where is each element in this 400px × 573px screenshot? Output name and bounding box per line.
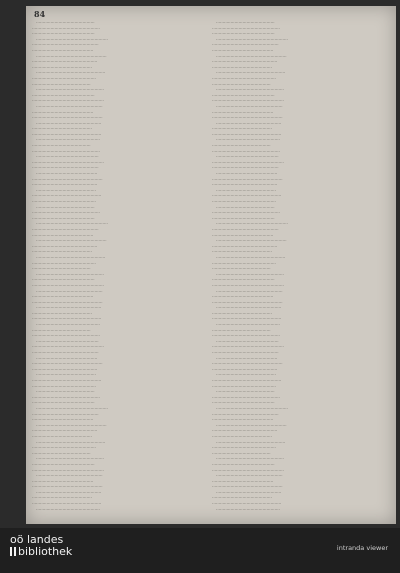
text-line: ····················································: [212, 316, 282, 322]
text-line: ·····················································: [212, 299, 283, 305]
text-line: ·············································: [32, 495, 92, 501]
text-line: ··················································: [32, 411, 99, 417]
text-line: ····················································: [212, 193, 282, 199]
text-line: ·················································: [216, 305, 282, 311]
text-line: ·················································: [212, 59, 278, 65]
text-line: ··················································: [212, 411, 279, 417]
text-line: ············································: [216, 20, 275, 25]
text-line: ················································: [212, 383, 276, 389]
text-line: ···············································: [212, 215, 275, 221]
text-line: ······················································: [32, 98, 104, 104]
text-line: ······················································: [212, 467, 284, 473]
text-line: ··················································: [212, 165, 279, 171]
text-line: ·················································: [32, 59, 98, 65]
text-line: ···············································: [36, 338, 99, 344]
text-line: ····················································: [36, 439, 106, 445]
text-line: ················································: [212, 199, 276, 204]
text-line: ·············································: [36, 187, 96, 193]
text-line: ············································: [212, 81, 271, 87]
text-line: ·············································: [212, 495, 272, 501]
text-line: ····················································: [216, 70, 286, 76]
text-line: ·················································: [36, 305, 102, 311]
text-line: ··················································: [212, 42, 279, 48]
library-logo[interactable]: [10, 534, 72, 558]
text-line: ··············································: [32, 294, 94, 300]
text-line: ·····················································: [216, 53, 287, 59]
text-line: ·····················································: [216, 422, 287, 428]
text-line: ···················································: [32, 210, 100, 216]
text-line: ·················································: [212, 182, 278, 188]
text-line: ····················································: [32, 316, 102, 322]
text-line: ····················································: [212, 378, 282, 383]
text-line: ···················································: [36, 456, 104, 462]
text-line: ················································: [32, 383, 96, 389]
text-line: ················································: [216, 506, 280, 512]
text-line: ···················································: [216, 87, 284, 93]
text-line: ··············································: [212, 417, 274, 423]
text-line: ···················································: [36, 271, 104, 277]
text-line: ······················································: [216, 36, 288, 42]
text-line: ·················································: [216, 120, 282, 126]
text-line: ······················································: [36, 405, 108, 411]
text-line: ·············································: [32, 64, 92, 70]
text-line: ···············································: [212, 31, 275, 37]
text-line: ··············································: [212, 478, 274, 484]
text-line: ···················································: [212, 394, 280, 400]
text-line: ···············································: [32, 400, 95, 406]
text-line: ···················································: [216, 271, 284, 277]
text-line: ··················································: [36, 103, 103, 109]
text-line: ·················································: [36, 120, 102, 126]
text-line: ·····················································: [32, 484, 103, 490]
text-line: ···················································: [32, 25, 100, 31]
text-line: ·············································: [32, 249, 92, 255]
text-line: ····················································: [32, 131, 102, 137]
text-line: ··················································: [212, 350, 279, 356]
text-line: ··············································: [32, 478, 94, 484]
text-line: ·················································: [36, 489, 102, 495]
text-line: ·················································: [32, 428, 98, 434]
text-line: ···················································: [32, 394, 100, 400]
text-line: ···············································: [32, 277, 95, 283]
text-line: ················································: [212, 445, 276, 451]
text-line: ·····················································: [212, 176, 283, 182]
text-line: ···················································: [212, 25, 280, 31]
text-line: ·············································: [212, 249, 272, 255]
text-line: ················································: [212, 75, 276, 81]
text-line: ·············································: [216, 372, 276, 378]
text-line: ··················································: [36, 288, 103, 294]
text-line: ······················································: [212, 159, 284, 165]
text-line: ·····················································: [212, 115, 283, 121]
text-line: ···············································: [36, 154, 99, 160]
right-text-column: [212, 20, 380, 518]
text-line: ·············································: [32, 433, 92, 439]
text-line: ···················································: [36, 87, 104, 93]
text-line: ················································: [32, 199, 96, 204]
page-number: 84: [34, 9, 46, 19]
text-line: ·················································: [216, 489, 282, 495]
text-line: ···············································: [32, 461, 95, 467]
text-line: ····················································: [216, 439, 286, 445]
text-line: ·····················································: [212, 484, 283, 490]
text-line: ······················································: [212, 344, 284, 350]
text-line: ·····················································: [216, 238, 287, 244]
text-line: ················································: [36, 322, 100, 328]
text-line: ················································: [212, 260, 276, 266]
text-line: ·················································: [32, 182, 98, 188]
text-line: ·················································: [212, 243, 278, 249]
text-line: ····················································: [32, 378, 102, 383]
text-line: ·················································: [32, 243, 98, 249]
text-line: ··············································: [36, 355, 98, 361]
text-line: ···················································: [212, 333, 280, 339]
text-line: ···················································: [216, 456, 284, 462]
text-line: ······················································: [212, 282, 284, 288]
text-line: ··················································: [32, 165, 99, 171]
text-line: ··············································: [32, 109, 94, 115]
logo-line-1: oö landes: [10, 533, 64, 546]
text-line: ··············································: [212, 47, 274, 53]
text-line: ····················································: [212, 131, 282, 137]
text-line: ····················································: [212, 501, 282, 507]
text-line: ··············································: [216, 171, 278, 177]
text-line: ················································: [36, 506, 100, 512]
text-line: ············································: [212, 266, 271, 272]
viewer-footer: [0, 528, 400, 573]
text-line: ·····················································: [212, 361, 283, 367]
text-line: ·····················································: [36, 422, 107, 428]
text-line: ··············································: [212, 109, 274, 115]
text-line: ······················································: [216, 221, 288, 227]
text-line: ····················································: [32, 501, 102, 507]
text-line: ··············································: [212, 294, 274, 300]
logo-line-2: bibliothek: [18, 545, 73, 558]
text-line: ··················································: [216, 473, 283, 479]
text-line: ············································: [32, 143, 91, 149]
text-line: ·····················································: [36, 238, 107, 244]
text-line: ······················································: [36, 36, 108, 42]
text-line: ·················································: [32, 366, 98, 372]
text-line: ·····················································: [32, 299, 103, 305]
text-line: ················································: [36, 137, 100, 143]
text-line: ············································: [36, 389, 95, 395]
text-line: ············································: [32, 450, 91, 456]
scanned-page: [26, 6, 396, 524]
text-line: ············································: [212, 450, 271, 456]
text-line: ···················································: [212, 148, 280, 154]
text-line: ·····················································: [36, 53, 107, 59]
text-line: ············································: [216, 204, 275, 210]
text-line: ··················································: [212, 226, 279, 232]
text-line: ····················································: [36, 254, 106, 260]
text-line: ··················································: [36, 473, 103, 479]
text-line: ···············································: [216, 154, 279, 160]
text-line: ·················································: [212, 366, 278, 372]
text-line: ·············································: [36, 372, 96, 378]
text-line: ···················································: [212, 210, 280, 216]
text-line: ··············································: [32, 417, 94, 423]
text-line: ····················································: [32, 193, 102, 199]
text-line: ············································: [36, 20, 95, 25]
text-line: ··················································: [216, 288, 283, 294]
text-line: ···············································: [32, 215, 95, 221]
text-line: ·············································: [32, 310, 92, 316]
text-line: ······················································: [32, 282, 104, 288]
text-line: ············································: [212, 143, 271, 149]
text-line: ·············································: [212, 126, 272, 132]
text-line: ···············································: [216, 338, 279, 344]
text-line: ·············································: [32, 126, 92, 132]
text-line: ···············································: [212, 461, 275, 467]
text-line: ·············································: [216, 187, 276, 193]
left-text-column: [32, 20, 200, 518]
text-line: ················································: [32, 75, 96, 81]
text-line: ·····················································: [32, 361, 103, 367]
viewer-brand-label: intranda viewer: [336, 544, 388, 552]
text-line: ·············································: [212, 310, 272, 316]
library-logo-icon: [10, 547, 16, 556]
text-line: ··················································: [32, 226, 99, 232]
text-line: ················································: [216, 322, 280, 328]
text-line: ··················································: [216, 103, 283, 109]
text-line: ·····················································: [32, 176, 103, 182]
text-line: ··············································: [216, 355, 278, 361]
text-line: ···················································: [32, 148, 100, 154]
text-line: ······················································: [32, 159, 104, 165]
text-line: ······················································: [36, 221, 108, 227]
text-line: ···············································: [212, 92, 275, 98]
text-line: ······················································: [216, 405, 288, 411]
text-line: ············································: [32, 327, 91, 333]
text-line: ····················································: [216, 254, 286, 260]
text-line: ············································: [212, 327, 271, 333]
text-line: ···············································: [32, 31, 95, 37]
text-line: ······················································: [212, 98, 284, 104]
text-line: ·············································: [212, 433, 272, 439]
text-line: ················································: [32, 260, 96, 266]
text-line: ·············································: [212, 64, 272, 70]
text-line: ················································: [32, 445, 96, 451]
text-line: ············································: [36, 204, 95, 210]
text-line: ··················································: [32, 42, 99, 48]
text-line: ··············································: [36, 171, 98, 177]
text-line: ············································: [32, 266, 91, 272]
text-line: ·················································: [212, 428, 278, 434]
text-line: ······················································: [32, 467, 104, 473]
text-line: ···············································: [212, 400, 275, 406]
text-line: ···············································: [32, 92, 95, 98]
text-line: ···················································: [32, 333, 100, 339]
text-line: ····················································: [36, 70, 106, 76]
text-line: ············································: [32, 81, 91, 87]
text-line: ··············································: [32, 47, 94, 53]
text-line: ······················································: [32, 344, 104, 350]
text-line: ··············································: [32, 232, 94, 238]
text-line: ················································: [216, 137, 280, 143]
text-line: ··················································: [32, 350, 99, 356]
text-line: ············································: [216, 389, 275, 395]
text-line: ···············································: [212, 277, 275, 283]
text-line: ··············································: [212, 232, 274, 238]
text-line: ·····················································: [32, 115, 103, 121]
